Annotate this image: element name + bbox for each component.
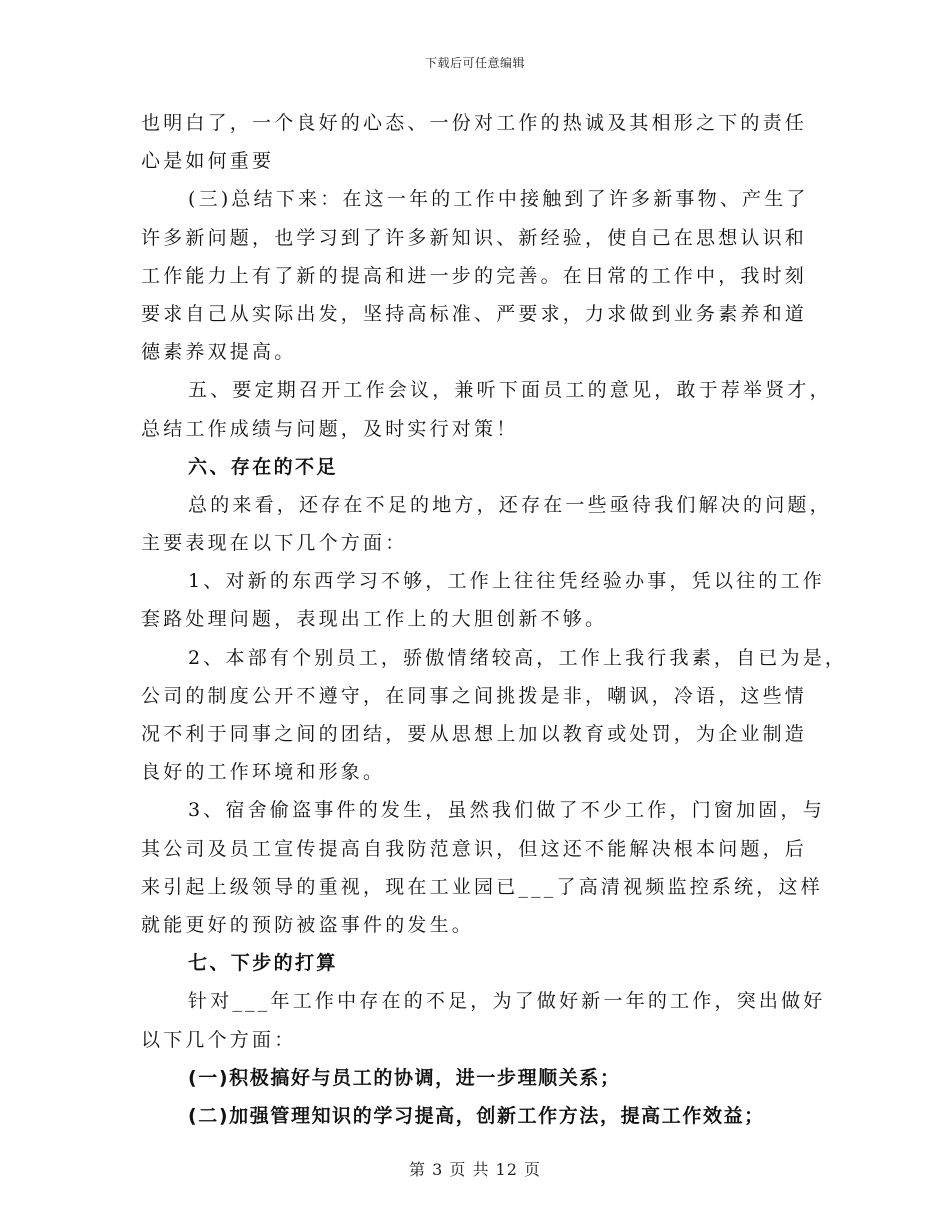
paragraph-line: 德素养双提高。: [141, 341, 297, 364]
paragraph-line: 许多新问题，也学习到了许多新知识、新经验，使自己在思想认识和: [141, 226, 808, 249]
page-number: 第 3 页 共 12 页: [409, 1160, 541, 1179]
paragraph-line: 也明白了，一个良好的心态、一份对工作的热诚及其相形之下的责任: [141, 112, 808, 134]
paragraph-line: 1、对新的东西学习不够，工作上往往凭经验办事，凭以往的工作: [188, 570, 825, 593]
paragraph-line: 总结工作成绩与问题，及时实行对策！: [141, 417, 519, 440]
paragraph-line: 总的来看，还存在不足的地方，还存在一些亟待我们解决的问题，: [188, 493, 832, 516]
paragraph-line: 工作能力上有了新的提高和进一步的完善。在日常的工作中，我时刻: [141, 264, 808, 287]
bold-list-item: (一)积极搞好与员工的协调，进一步理顺关系；: [188, 1066, 621, 1089]
paragraph-line: 况不利于同事之间的团结，要从思想上加以教育或处罚，为企业制造: [141, 723, 808, 745]
bold-list-item: (二)加强管理知识的学习提高，创新工作方法，提高工作效益；: [188, 1104, 765, 1127]
paragraph-line: 主要表现在以下几个方面：: [141, 532, 408, 555]
paragraph-line: 要求自己从实际出发，坚持高标准、严要求，力求做到业务素养和道: [141, 302, 808, 325]
section-heading: 七、下步的打算: [188, 952, 338, 975]
document-body: [141, 104, 848, 1135]
section-heading: 六、存在的不足: [188, 455, 338, 478]
paragraph-line: (三)总结下来：在这一年的工作中接触到了许多新事物、产生了: [188, 188, 809, 211]
paragraph-line: 其公司及员工宣传提高自我防范意识，但这还不能解决根本问题，后: [141, 837, 808, 860]
paragraph-line: 针对___年工作中存在的不足，为了做好新一年的工作，突出做好: [188, 990, 826, 1013]
paragraph-line: 来引起上级领导的重视，现在工业园已___了高清视频监控系统，这样: [141, 875, 823, 898]
paragraph-line: 2、本部有个别员工，骄傲情绪较高，工作上我行我素，自已为是，: [188, 646, 848, 669]
paragraph-line: 套路处理问题，表现出工作上的大胆创新不够。: [141, 608, 608, 631]
page-header: 下载后可任意编辑: [424, 56, 525, 70]
paragraph-line: 五、要定期召开工作会议，兼听下面员工的意见，敢于荐举贤才，: [188, 379, 832, 402]
paragraph-line: 以下几个方面：: [141, 1028, 297, 1051]
paragraph-line: 3、宿舍偷盗事件的发生，虽然我们做了不少工作，门窗加固，与: [188, 799, 825, 822]
paragraph-line: 公司的制度公开不遵守，在同事之间挑拨是非，嘲讽，冷语，这些情: [141, 684, 808, 707]
paragraph-line: 就能更好的预防被盗事件的发生。: [141, 913, 475, 936]
paragraph-line: 心是如何重要: [141, 150, 275, 173]
paragraph-line: 良好的工作环境和形象。: [141, 761, 386, 784]
